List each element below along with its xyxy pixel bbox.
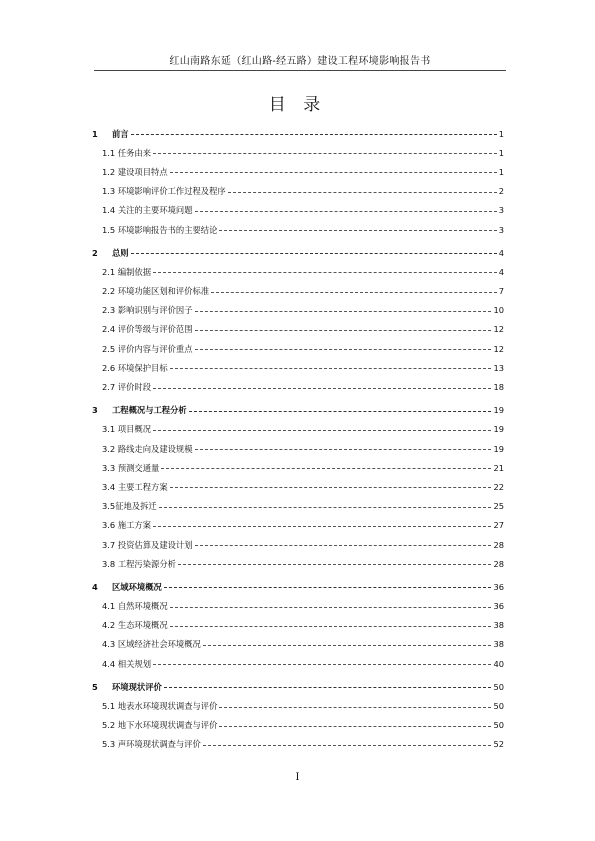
toc-leader-line	[195, 311, 492, 312]
toc-entry-page: 18	[493, 382, 504, 393]
toc-entry-page: 25	[493, 501, 504, 512]
toc-subsection-entry[interactable]	[92, 420, 504, 439]
toc-leader-line	[161, 468, 491, 469]
toc-entry-page: 22	[493, 481, 504, 492]
toc-entry-label: 1.4 关注的主要环境问题	[102, 205, 193, 216]
toc-entry-page: 27	[493, 520, 504, 531]
toc-subsection-entry[interactable]	[92, 497, 504, 516]
toc-entry-page: 12	[493, 343, 504, 354]
toc-leader-line	[164, 587, 492, 588]
toc-entry-page: 50	[493, 720, 504, 731]
toc-subsection-entry[interactable]	[92, 696, 504, 715]
toc-leader-line	[159, 507, 492, 508]
toc-leader-line	[170, 368, 492, 369]
toc-section-entry[interactable]	[92, 243, 504, 262]
toc-subsection-entry[interactable]	[92, 301, 504, 320]
toc-section-entry[interactable]	[92, 677, 504, 696]
toc-leader-line	[195, 449, 492, 450]
toc-entry-page: 50	[493, 701, 504, 712]
toc-entry-page: 19	[493, 424, 504, 435]
toc-subsection-entry[interactable]	[92, 554, 504, 573]
toc-entry-label: 3.5征地及拆迁	[102, 501, 157, 512]
toc-entry-label: 2.5 评价内容与评价重点	[102, 343, 193, 354]
toc-section-entry[interactable]	[92, 577, 504, 596]
toc-leader-line	[170, 607, 492, 608]
toc-entry-page: 40	[493, 658, 504, 669]
toc-section-entry[interactable]	[92, 401, 504, 420]
toc-entry-label: 2.4 评价等级与评价范围	[102, 324, 193, 335]
toc-subsection-entry[interactable]	[92, 162, 504, 181]
toc-leader-line	[170, 626, 492, 627]
toc-entry-page: 36	[493, 601, 504, 612]
toc-entry-label: 1.5 环境影响报告书的主要结论	[102, 224, 218, 235]
toc-leader-line	[178, 564, 492, 565]
toc-subsection-entry[interactable]	[92, 654, 504, 673]
toc-entry-label: 3.2 路线走向及建设规模	[102, 443, 193, 454]
toc-leader-line	[170, 172, 497, 173]
toc-subsection-entry[interactable]	[92, 597, 504, 616]
toc-entry-page: 4	[498, 266, 504, 277]
toc-leader-line	[195, 545, 492, 546]
toc-leader-line	[153, 272, 497, 273]
toc-entry-page: 2	[498, 186, 504, 197]
toc-entry-page: 1	[498, 128, 504, 139]
toc-subsection-entry[interactable]	[92, 182, 504, 201]
toc-entry-label: 4.1 自然环境概况	[102, 601, 168, 612]
toc-entry-page: 36	[493, 581, 504, 592]
toc-subsection-entry[interactable]	[92, 516, 504, 535]
toc-subsection-entry[interactable]	[92, 358, 504, 377]
toc-subsection-entry[interactable]	[92, 635, 504, 654]
toc-entry-label: 总则	[112, 247, 129, 258]
toc-subsection-entry[interactable]	[92, 262, 504, 281]
toc-entry-page: 7	[498, 286, 504, 297]
toc-leader-line	[153, 664, 491, 665]
toc-subsection-entry[interactable]	[92, 535, 504, 554]
toc-entry-label: 2.3 影响识别与评价因子	[102, 305, 193, 316]
toc-entry-label: 5.2 地下水环境现状调查与评价	[102, 720, 218, 731]
toc-entry-number: 3	[92, 405, 98, 416]
toc-entry-label: 4.3 区域经济社会环境概况	[102, 639, 201, 650]
toc-subsection-entry[interactable]	[92, 143, 504, 162]
toc-subsection-entry[interactable]	[92, 616, 504, 635]
toc-leader-line	[153, 430, 491, 431]
toc-subsection-entry[interactable]	[92, 201, 504, 220]
toc-entry-label: 3.3 预测交通量	[102, 462, 160, 473]
toc-entry-page: 3	[498, 224, 504, 235]
toc-entry-page: 1	[498, 147, 504, 158]
toc-entry-page: 38	[493, 620, 504, 631]
toc-entry-label: 2.7 评价时段	[102, 382, 152, 393]
toc-subsection-entry[interactable]	[92, 716, 504, 735]
toc-entry-page: 52	[493, 739, 504, 750]
toc-entry-page: 13	[493, 362, 504, 373]
toc-leader-line	[195, 330, 492, 331]
toc-subsection-entry[interactable]	[92, 477, 504, 496]
toc-entry-label: 前言	[112, 128, 129, 139]
toc-leader-line	[153, 526, 491, 527]
toc-subsection-entry[interactable]	[92, 439, 504, 458]
toc-entry-label: 3.4 主要工程方案	[102, 481, 168, 492]
toc-subsection-entry[interactable]	[92, 320, 504, 339]
toc-leader-line	[153, 388, 491, 389]
toc-entry-page: 12	[493, 324, 504, 335]
table-of-contents	[92, 124, 504, 754]
toc-entry-number: 1	[92, 128, 98, 139]
toc-entry-label: 4.4 相关规划	[102, 658, 152, 669]
toc-leader-line	[131, 134, 497, 135]
toc-entry-label: 5.3 声环境现状调查与评价	[102, 739, 201, 750]
toc-leader-line	[203, 745, 492, 746]
toc-entry-label: 区域环境概况	[112, 581, 162, 592]
toc-leader-line	[189, 411, 492, 412]
toc-entry-number: 5	[92, 681, 98, 692]
toc-entry-label: 1.3 环境影响评价工作过程及程序	[102, 186, 226, 197]
toc-entry-label: 工程概况与工程分析	[112, 405, 187, 416]
toc-entry-page: 50	[493, 681, 504, 692]
toc-subsection-entry[interactable]	[92, 339, 504, 358]
toc-entry-label: 2.6 环境保护目标	[102, 362, 168, 373]
toc-entry-page: 38	[493, 639, 504, 650]
toc-entry-page: 19	[493, 443, 504, 454]
toc-subsection-entry[interactable]	[92, 735, 504, 754]
toc-section-entry[interactable]	[92, 124, 504, 143]
toc-entry-label: 3.8 工程污染源分析	[102, 558, 176, 569]
toc-entry-number: 4	[92, 581, 98, 592]
toc-entry-label: 5.1 地表水环境现状调查与评价	[102, 701, 218, 712]
page-title: 目 录	[268, 95, 327, 115]
toc-entry-label: 3.6 施工方案	[102, 520, 152, 531]
toc-entry-label: 2.2 环境功能区划和评价标准	[102, 286, 210, 297]
toc-entry-page: 1	[498, 166, 504, 177]
toc-entry-label: 3.1 项目概况	[102, 424, 152, 435]
running-header: 红山南路东延（红山路-经五路）建设工程环境影响报告书	[169, 56, 431, 67]
toc-entry-label: 4.2 生态环境概况	[102, 620, 168, 631]
toc-leader-line	[203, 645, 492, 646]
toc-subsection-entry[interactable]	[92, 220, 504, 239]
toc-leader-line	[211, 292, 497, 293]
toc-leader-line	[131, 253, 497, 254]
toc-leader-line	[195, 349, 492, 350]
toc-entry-label: 2.1 编制依据	[102, 266, 152, 277]
toc-entry-label: 环境现状评价	[112, 681, 162, 692]
toc-entry-page: 28	[493, 558, 504, 569]
toc-leader-line	[219, 707, 491, 708]
toc-entry-page: 3	[498, 205, 504, 216]
toc-leader-line	[170, 487, 492, 488]
toc-subsection-entry[interactable]	[92, 458, 504, 477]
page-number: I	[295, 772, 300, 783]
toc-leader-line	[228, 192, 497, 193]
toc-subsection-entry[interactable]	[92, 377, 504, 396]
toc-leader-line	[153, 153, 497, 154]
toc-leader-line	[219, 726, 491, 727]
toc-entry-page: 10	[493, 305, 504, 316]
toc-entry-number: 2	[92, 247, 98, 258]
toc-leader-line	[164, 687, 492, 688]
toc-entry-label: 1.1 任务由来	[102, 147, 152, 158]
toc-entry-page: 4	[498, 247, 504, 258]
header-rule	[94, 70, 506, 71]
toc-entry-page: 19	[493, 405, 504, 416]
toc-entry-page: 28	[493, 539, 504, 550]
toc-subsection-entry[interactable]	[92, 282, 504, 301]
toc-entry-label: 1.2 建设项目特点	[102, 166, 168, 177]
toc-leader-line	[219, 230, 496, 231]
toc-entry-label: 3.7 投资估算及建设计划	[102, 539, 193, 550]
toc-entry-page: 21	[493, 462, 504, 473]
toc-leader-line	[195, 211, 497, 212]
